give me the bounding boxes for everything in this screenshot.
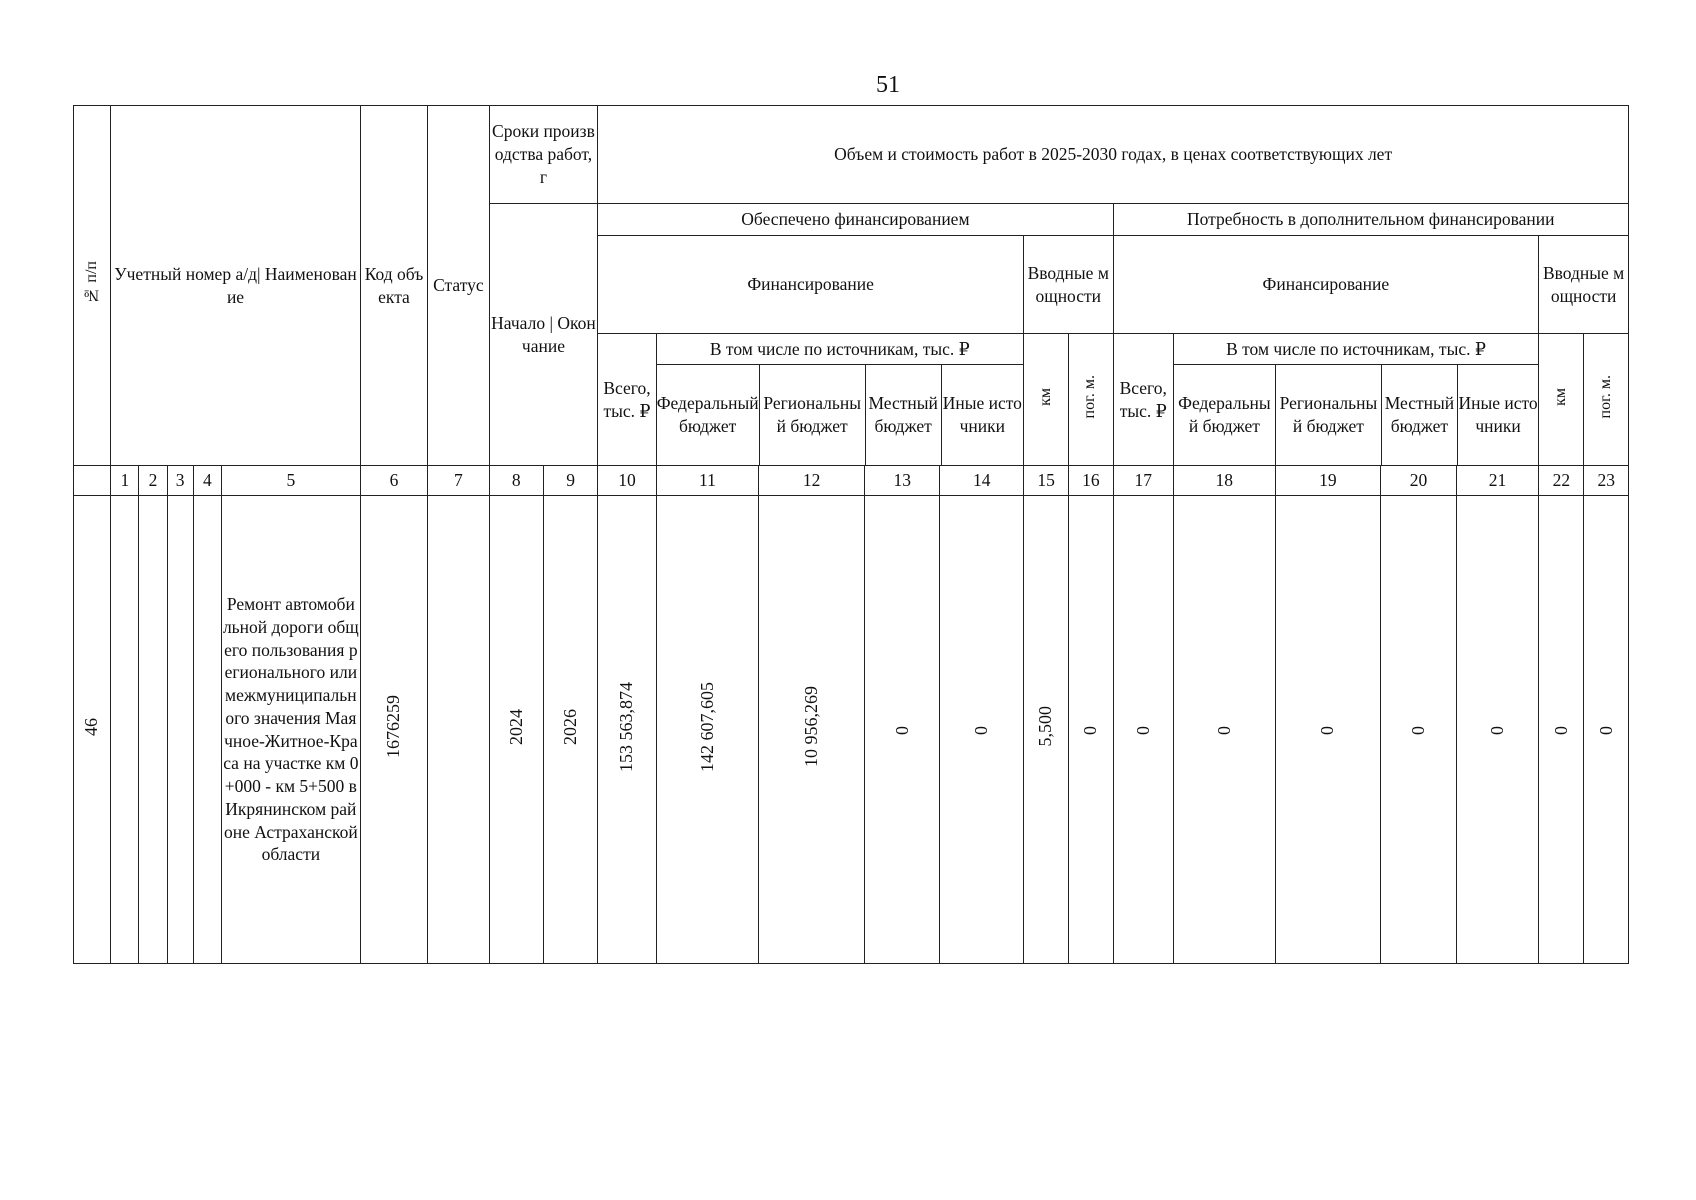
header-federal-additional: Федеральный бюджет: [1174, 365, 1276, 465]
column-number: 6: [360, 466, 427, 496]
header-local-additional: Местный бюджет: [1382, 365, 1458, 465]
cell-c4: [193, 496, 221, 964]
column-number: 5: [221, 466, 360, 496]
header-object-code: Код объекта: [360, 106, 427, 466]
column-number: 21: [1456, 466, 1539, 496]
column-number: 7: [428, 466, 489, 496]
header-account-name: Учетный номер а/д| Наименование: [111, 106, 361, 466]
header-by-sources-additional: В том числе по источникам, тыс. ₽: [1174, 334, 1538, 365]
header-capacity-additional: Вводные мощности: [1539, 236, 1629, 334]
header-other-additional: Иные источники: [1458, 393, 1538, 436]
column-numbers-row: [74, 466, 1629, 496]
header-sources-secured: [656, 334, 1023, 466]
header-total-secured: Всего, тыс. ₽: [598, 334, 656, 466]
header-federal-secured: Федеральный бюджет: [657, 365, 760, 465]
column-number: 13: [864, 466, 939, 496]
column-number: 14: [940, 466, 1024, 496]
status-value: [428, 496, 489, 964]
header-local-secured: Местный бюджет: [866, 365, 942, 465]
header-pogm-additional: пог. м.: [1584, 334, 1629, 466]
column-number-blank: [74, 466, 111, 496]
header-regional-secured: Региональный бюджет: [760, 365, 866, 465]
pogm-secured: 0: [1069, 496, 1113, 964]
header-total-additional: Всего, тыс. ₽: [1113, 334, 1173, 466]
cell-c1: [111, 496, 139, 964]
column-number: 23: [1584, 466, 1629, 496]
km-secured: 5,500: [1023, 496, 1068, 964]
federal-secured: 142 607,605: [656, 496, 759, 964]
header-financing-secured: Финансирование: [598, 236, 1024, 334]
regional-additional: 0: [1275, 496, 1381, 964]
column-number: 10: [598, 466, 656, 496]
header-secured: Обеспечено финансированием: [598, 204, 1113, 236]
header-sources-additional: [1173, 334, 1538, 466]
header-additional: Потребность в дополнительном финансировании: [1113, 204, 1628, 236]
column-number: 19: [1275, 466, 1381, 496]
row-number: 46: [74, 496, 111, 964]
page-number: 51: [876, 72, 900, 98]
total-additional: 0: [1113, 496, 1173, 964]
column-number: 16: [1069, 466, 1113, 496]
works-table: [73, 105, 1629, 964]
column-number: 20: [1381, 466, 1456, 496]
column-number: 2: [139, 466, 167, 496]
header-pogm-secured: пог. м.: [1069, 334, 1113, 466]
cell-c3: [167, 496, 193, 964]
header-num-pp: № п/п: [74, 106, 111, 466]
header-km-additional: км: [1539, 334, 1584, 466]
header-km-secured: км: [1023, 334, 1068, 466]
other-additional: 0: [1456, 496, 1539, 964]
road-name: Ремонт автомобильной дороги общего пользования регионального или межмуниципального значения Маячное-Житное-Краса на участке км 0+000 - км 5+500 в Икрянинском районе Астраханской области: [221, 496, 360, 964]
column-number: 11: [656, 466, 759, 496]
column-number: 3: [167, 466, 193, 496]
local-secured: 0: [864, 496, 939, 964]
column-number: 4: [193, 466, 221, 496]
header-financing-additional: Финансирование: [1113, 236, 1539, 334]
total-secured: 153 563,874: [598, 496, 656, 964]
km-additional: 0: [1539, 496, 1584, 964]
column-number: 8: [489, 466, 543, 496]
regional-secured: 10 956,269: [759, 496, 865, 964]
header-other-secured: Иные источники: [942, 393, 1022, 436]
column-number: 1: [111, 466, 139, 496]
federal-additional: 0: [1173, 496, 1275, 964]
end-year: 2026: [543, 496, 597, 964]
other-secured: 0: [940, 496, 1024, 964]
column-number: 12: [759, 466, 865, 496]
object-code: 1676259: [360, 496, 427, 964]
header-regional-additional: Региональный бюджет: [1276, 365, 1382, 465]
pogm-additional: 0: [1584, 496, 1629, 964]
column-number: 15: [1023, 466, 1068, 496]
header-by-sources-secured: В том числе по источникам, тыс. ₽: [657, 334, 1023, 365]
start-year: 2024: [489, 496, 543, 964]
header-capacity-secured: Вводные мощности: [1023, 236, 1113, 334]
local-additional: 0: [1381, 496, 1456, 964]
column-number: 18: [1173, 466, 1275, 496]
header-start-end: Начало | Окончание: [489, 204, 598, 466]
header-volume-title: Объем и стоимость работ в 2025-2030 годах, в ценах соответствующих лет: [598, 106, 1629, 204]
column-number: 9: [543, 466, 597, 496]
header-status: Статус: [428, 106, 489, 466]
column-number: 17: [1113, 466, 1173, 496]
cell-c2: [139, 496, 167, 964]
header-terms: Сроки производства работ, г: [489, 106, 598, 204]
table-row: [74, 496, 1629, 964]
column-number: 22: [1539, 466, 1584, 496]
